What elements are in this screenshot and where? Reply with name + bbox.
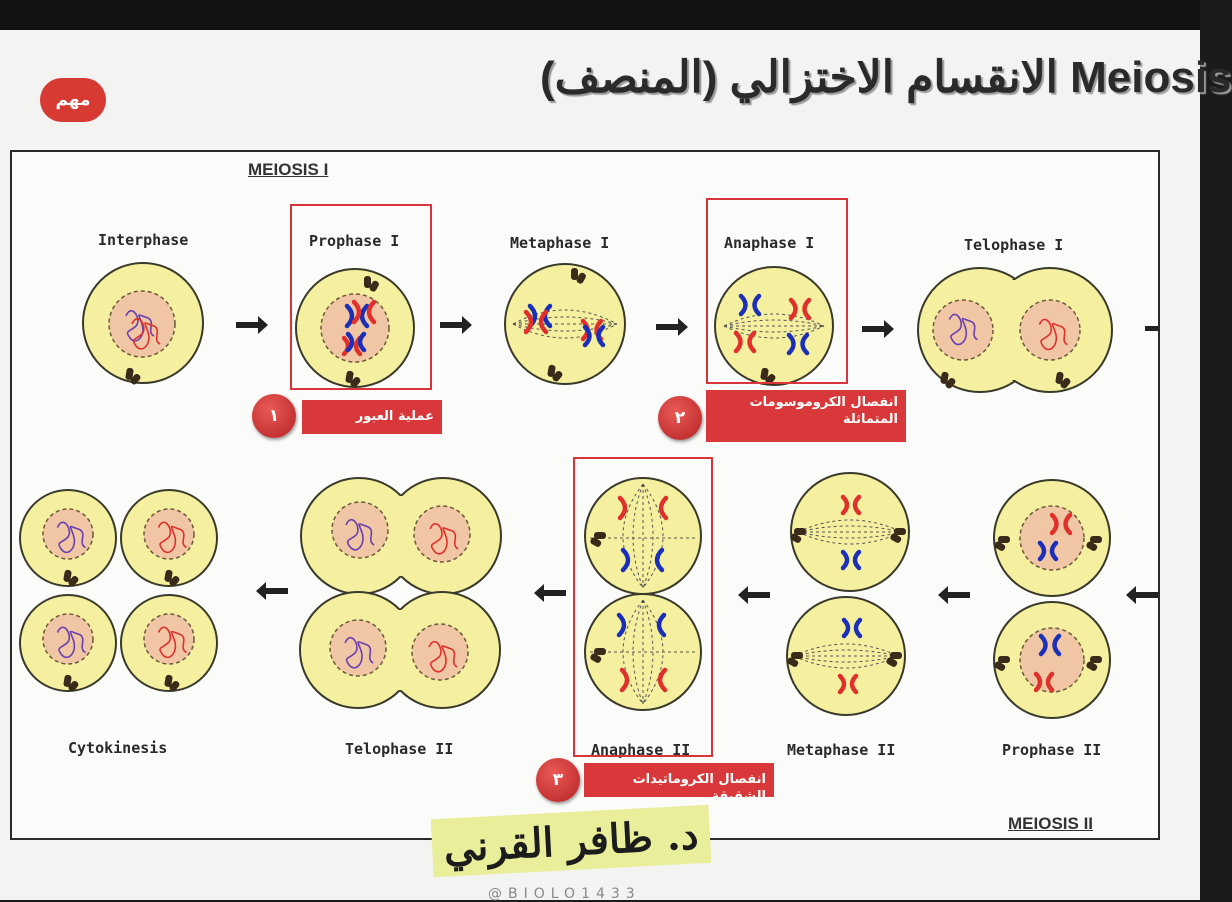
stage-label-anaphase-2: Anaphase II — [591, 741, 691, 759]
telophase-2-nucleus — [332, 502, 388, 558]
highlight-box-prophase-1 — [290, 204, 432, 390]
metaphase-2-centriole — [890, 652, 902, 659]
stage-label-cytokinesis: Cytokinesis — [68, 739, 168, 757]
prophase-2-centriole — [998, 656, 1010, 663]
prophase-2-centriole — [1090, 656, 1102, 663]
important-badge: مهم — [40, 78, 106, 122]
prophase-2-nucleus — [1020, 628, 1084, 692]
telophase-2-nucleus — [330, 620, 386, 676]
telophase-1-nucleus — [933, 300, 993, 360]
stage-label-prophase-1: Prophase I — [309, 232, 400, 250]
stage-label-anaphase-1: Anaphase I — [724, 234, 815, 252]
metaphase-2-centriole — [791, 652, 803, 659]
highlight-box-anaphase-1 — [706, 198, 848, 384]
arrow-left — [534, 584, 566, 602]
arrow-right — [236, 316, 268, 334]
author-signature: د. ظافر القرني — [431, 805, 712, 877]
page-title-text: الانقسام الاختزالي (المنصف) Meiosis — [540, 53, 1232, 102]
metaphase-2-centriole — [794, 528, 806, 535]
arrow-left — [938, 586, 970, 604]
telophase-1-nucleus — [1020, 300, 1080, 360]
metaphase-2-cell — [791, 473, 909, 591]
stage-label-telophase-2: Telophase II — [345, 740, 454, 758]
note-number-3: ٣ — [536, 758, 580, 802]
note-homologous-separation: انفصال الكروموسومات المتماثلة — [706, 390, 906, 442]
metaphase-2-centriole — [894, 528, 906, 535]
prophase-2-centriole — [1090, 536, 1102, 543]
metaphase-2-cell — [787, 597, 905, 715]
arrow-right — [1145, 326, 1159, 331]
stage-label-interphase: Interphase — [98, 231, 189, 249]
note-number-2: ٢ — [658, 396, 702, 440]
prophase-2-centriole — [998, 536, 1010, 543]
arrow-right — [440, 316, 472, 334]
stage-label-telophase-1: Telophase I — [964, 236, 1064, 254]
watermark: @BIOLO1433 — [488, 886, 641, 902]
arrow-right — [862, 320, 894, 338]
note-number-1: ١ — [252, 394, 296, 438]
stage-label-metaphase-1: Metaphase I — [510, 234, 610, 252]
arrow-left — [1126, 586, 1158, 604]
section-label-meiosis-2: MEIOSIS II — [1008, 814, 1094, 833]
arrow-left — [738, 586, 770, 604]
metaphase-1-cell — [505, 264, 625, 384]
note-crossing-over: عملية العبور — [302, 400, 442, 434]
section-label-meiosis-1: MEIOSIS I — [248, 160, 329, 179]
highlight-box-anaphase-2 — [573, 457, 713, 757]
stage-label-metaphase-2: Metaphase II — [787, 741, 896, 759]
metaphase-1-centriole — [571, 268, 578, 280]
arrow-left — [256, 582, 288, 600]
arrow-right — [656, 318, 688, 336]
stage-label-prophase-2: Prophase II — [1002, 741, 1102, 759]
note-sister-chromatid-separation: انفصال الكروماتيدات الشقيقة — [584, 763, 774, 797]
